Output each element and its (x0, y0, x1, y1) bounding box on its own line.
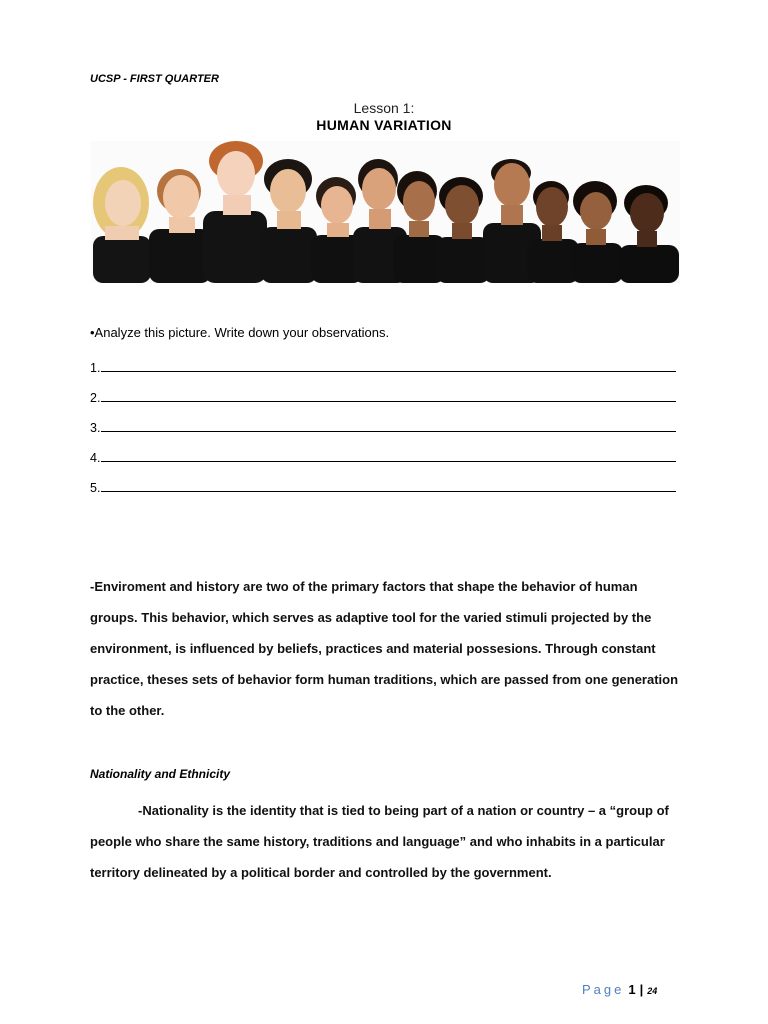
answer-line-1[interactable] (90, 359, 676, 375)
answer-line-5[interactable] (90, 479, 676, 495)
document-header: UCSP - FIRST QUARTER (90, 73, 219, 85)
child-figure-1 (93, 167, 151, 283)
page-footer (582, 982, 657, 997)
answer-line-4[interactable] (90, 449, 676, 465)
lesson-title: HUMAN VARIATION (316, 117, 452, 133)
total-pages: 24 (647, 986, 658, 996)
child-figure-3 (203, 141, 267, 283)
answer-number: 4. (90, 451, 101, 465)
intro-paragraph: -Enviroment and history are two of the primary factors that shape the behavior of human groups. This behavior, which serves as adaptive tool for the varied stimuli projected by the environment, is influenced by beliefs, practices and material possesions. Through constant practice, theses sets of behavior form human traditions, which are passed from one generation to the other. (90, 579, 679, 718)
answer-number: 1. (90, 361, 101, 375)
answer-line-2[interactable] (90, 389, 676, 405)
children-group-photo (91, 141, 680, 283)
nationality-paragraph: -Nationality is the identity that is tied to being part of a nation or country – a “group of people who share the same history, traditions and language” and who inhabits in a particular territory delineated by a political border and controlled by the government. (90, 803, 669, 880)
answer-line-3[interactable] (90, 419, 676, 435)
answer-number: 2. (90, 391, 101, 405)
section-heading: Nationality and Ethnicity (90, 767, 231, 781)
page-number: 1 (628, 982, 636, 997)
lesson-number: Lesson 1: (353, 100, 415, 116)
answer-number: 3. (90, 421, 101, 435)
page-label: Page (582, 982, 625, 997)
answer-number: 5. (90, 481, 101, 495)
observation-instruction: •Analyze this picture. Write down your observations. (90, 325, 390, 340)
page-separator: | (639, 982, 644, 997)
